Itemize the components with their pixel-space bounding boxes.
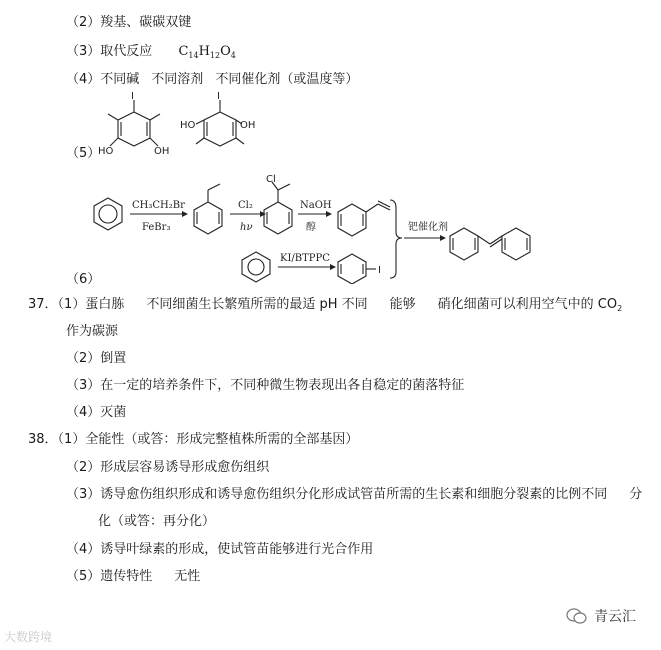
hydroxyl-left: HO [180,120,196,131]
watermark-text: 大数跨境 [4,630,53,644]
item-number: （4） [66,542,101,557]
answer-text-3: 能够 [389,297,416,312]
hydroxyl-right: OH [154,146,170,157]
answer-37-2 [66,351,126,367]
reagent-light: hν [240,222,253,233]
answer-text-3: 不同催化剂（或温度等） [215,72,359,87]
hydroxyl-right: OH [240,120,256,131]
answer-38-2 [66,460,269,476]
brand-badge [566,606,636,626]
answer-36-5-number: （5） [66,146,101,161]
answer-text: 全能性（或答：形成完整植株所需的全部基因） [85,432,359,447]
answer-37-1-continued: 作为碳源 [66,324,119,339]
synthesis-route [90,172,560,284]
answer-36-4 [66,72,358,88]
answer-text-2: 不同细菌生长繁殖所需的最适 pH 不同 [146,297,368,312]
iodobenzene [338,254,381,284]
styrene [338,201,390,236]
item-number: （2） [66,15,101,30]
structure-2 [180,92,270,162]
item-number: （4） [66,72,101,87]
question-number: 38． [28,432,58,447]
answer-38-1 [28,432,358,448]
atom-iodine: I [131,92,134,102]
watermark-logo [4,628,52,645]
answer-text: 蛋白胨 [85,297,125,312]
answer-36-2 [66,15,191,31]
answer-text-2: 无性 [174,569,201,584]
stilbene [450,228,530,260]
answer-38-3-continued: 化（或答：再分化） [98,514,216,529]
reagent-chlorine: Cl₂ [238,200,253,211]
answer-37-4 [66,405,126,421]
answer-text: 诱导愈伤组织形成和诱导愈伤组织分化形成试管苗所需的生长素和细胞分裂素的比例不同 [100,487,608,502]
reagent-naoh: NaOH [300,200,332,211]
atom-chlorine: Cl [266,174,276,185]
answer-text: 羧基、碳碳双键 [100,15,192,30]
benzene-second [242,252,270,282]
answer-text: 倒置 [100,351,127,366]
answer-38-5 [66,569,200,585]
item-number: （1） [57,297,86,312]
item-number: （3） [66,487,101,502]
catalyst-palladium: 钯催化剂 [408,222,448,233]
answer-text: 形成层容易诱导形成愈伤组织 [100,460,270,475]
reagent-ki: KI/BTPPC [280,253,330,264]
reagent-alcohol: 醇 [306,222,316,233]
reagent-febr3: FeBr₃ [142,222,171,233]
hydroxyl-left: HO [98,146,114,157]
answer-text: 遗传特性 [100,569,153,584]
structure-1 [96,92,186,162]
item-number: （5） [66,569,101,584]
answer-text: 不同碱 [100,72,140,87]
answer-37-3 [66,378,464,394]
answer-36-6-number: （6） [66,272,101,287]
answer-text-tail: 分 [629,487,643,502]
answer-37-1: 37．（1）蛋白胨 不同细菌生长繁殖所需的最适 pH 不同 能够 硝化细菌可以利用空气中的 $CO_2$ [28,297,623,313]
brand-name: 青云汇 [594,609,636,625]
item-number: （4） [66,405,101,420]
wechat-icon [566,607,588,625]
answer-text: 在一定的培养条件下，不同种微生物表现出各自稳定的菌落特征 [100,378,465,393]
chloroethylbenzene [264,174,292,234]
answer-text: 取代反应 [100,44,153,59]
item-number: （3） [66,44,101,59]
answer-text-2: 不同溶剂 [151,72,204,87]
item-number: （2） [66,460,101,475]
molecular-formula: $C_{14}H_{12}O_4$ [178,44,236,60]
reagent-ethyl-bromide: CH₃CH₂Br [132,200,185,211]
answer-36-3 [66,44,236,64]
answer-38-3 [66,487,642,503]
item-number: （3） [66,378,101,393]
answer-text: 诱导叶绿素的形成，使试管苗能够进行光合作用 [100,542,374,557]
item-number: （2） [66,351,101,366]
ethylbenzene [194,184,222,234]
benzene-start [94,198,122,230]
item-number: （1） [57,432,86,447]
atom-iodine: I [378,265,381,276]
answer-text: 灭菌 [100,405,127,420]
answer-38-4 [66,542,373,558]
atom-iodine: I [217,92,220,102]
question-number: 37． [28,297,58,312]
answer-text-4: 硝化细菌可以利用空气中的 CO [437,297,618,312]
